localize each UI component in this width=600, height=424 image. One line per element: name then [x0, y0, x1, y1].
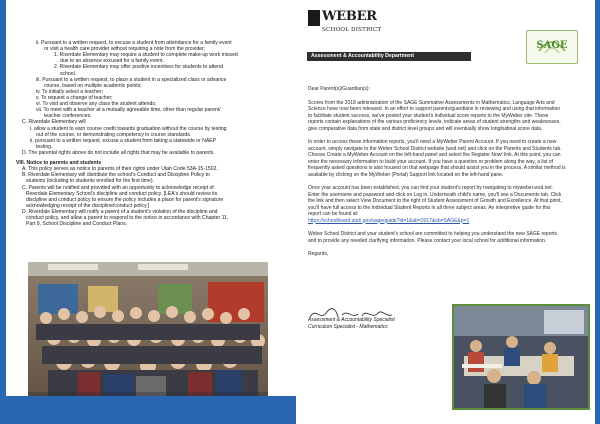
policy-line: Part 9, School Discipline and Conduct Plans.: [26, 221, 128, 228]
paragraph-contact: [308, 231, 594, 244]
letter-body: [308, 86, 594, 258]
policy-line: students (including to students enrolled for the first time).: [26, 178, 154, 185]
guide-link[interactable]: https://schoolboard.utah.gov/sage/guide?id=1&ab=2017&sb=SAGE&p=1: [308, 217, 470, 224]
letter-line: the link and then select View Document to the right of Student Assessment of Growth and Excellence. At that point,: [308, 198, 562, 204]
policy-line: i. allow a student to earn course credit towards graduation without the course by testing: [30, 125, 227, 132]
policy-line: course, based on multiple academic points;: [44, 82, 142, 89]
policy-line: out of the course, or demonstrating competency in course standards.: [36, 131, 192, 138]
policy-line: B. Riverdale Elementary will distribute the school's Conduct and Discipline Policy to: [22, 172, 210, 179]
policy-line: C. Riverdale Elementary will: [22, 119, 86, 126]
classroom-photo-image: [454, 306, 588, 408]
department-title: Assessment & Accountability Department: [311, 53, 415, 59]
weber-logo: [308, 8, 384, 44]
right-accent-bar: [595, 0, 600, 424]
letter-line: Choose Create a MyWeber Account on the left-hand panel and select the Register Now! link. At this point, you can: [308, 152, 561, 158]
policy-line: school.: [60, 70, 77, 77]
left-page: [0, 0, 296, 424]
signer-title-2: Curriculum Specialist - Mathematics: [308, 323, 388, 330]
department-banner: [307, 52, 471, 61]
policy-line: teacher conferences.: [44, 113, 92, 120]
paragraph-scores: [308, 100, 594, 133]
policy-line: ii. Pursuant to a written request, to excuse a student from attendance for a family event: [36, 40, 232, 46]
policy-line: discipline and conduct policy to ensure the policy includes a place for parent's signature: [26, 196, 224, 203]
closing: Regards,: [308, 251, 329, 257]
policy-line: ii. pursuant to a written request, excuse a student from taking a statewide or NAEP: [30, 137, 217, 144]
sage-logo: [526, 30, 578, 64]
signer-title: Assessment & Accountability Specialist: [308, 317, 395, 323]
letter-line: Once your account has been established, you can find your student's report by navigating to myweber.wsd.net.: [308, 185, 553, 191]
policy-line: A. This policy serves as notice to parents of their rights under Utah Code 53A-15-1502.: [22, 166, 218, 173]
letter-line: report can be found at:: [308, 211, 359, 217]
paragraph-account: [308, 139, 594, 178]
weber-logo-subtitle: SCHOOL DISTRICT: [322, 27, 382, 33]
left-bottom-bar: [0, 396, 296, 424]
letter-line: reports contain explanations of the various proficiency levels, indicate areas of student strengths and weaknesses,: [308, 119, 561, 125]
weber-logo-title: WEBER: [322, 9, 377, 24]
letter-line: account, simply navigate to the Weber School District website (wsd.net) and click on the Parents and Students tab.: [308, 145, 562, 152]
policy-line: D. The parental rights above do not include all rights that may be available to parents.: [22, 149, 215, 156]
signer-titles: [308, 317, 395, 330]
letter-line: Weber School District and your student's school are committed to helping you understand the new SAGE reports: [308, 231, 558, 237]
letter-line: give comparative data from state and district level groups and will eventually show longitudinal score data.: [308, 125, 543, 132]
policy-line: acknowledging receipt of the discipline/conduct policy.]: [26, 202, 150, 209]
policy-line: vii. To meet with a teacher at a mutually agreeable time, other than regular parent/: [36, 107, 221, 114]
classroom-photo: [452, 304, 590, 410]
letter-line: to facilitate student success, we've posted your student's individual score reports to the MyWeber site. These: [308, 112, 549, 119]
policy-text: [14, 40, 292, 227]
paragraph-report-access: [308, 185, 594, 218]
policy-line: C. Parents will be notified and provided with an opportunity to acknowledge receipt of: [22, 184, 214, 191]
letter-line: Science have now been released. In an effort to support parents/guardians in reviewing and using that information: [308, 106, 561, 112]
policy-line: VIII. Notice to parents and students: [16, 160, 102, 167]
policy-line: due to an absence excused for a family event.: [60, 58, 164, 65]
right-page: [300, 0, 600, 424]
policy-line: iv. To initially select a teacher;: [36, 88, 103, 95]
policy-line: testing.: [36, 143, 53, 150]
sage-logo-text: SAGE: [536, 40, 568, 51]
letter-line: you'll have full access to the Individual Student Reports in all three subject areas. An interpretive guide for this: [308, 204, 551, 211]
policy-line: vi. To visit and observe any class the student attends;: [36, 101, 157, 108]
weber-logo-mark: [308, 10, 320, 26]
letter-line: In order to access these information reports, you'll need a MyWeber Parent Account. If you need to create a new: [308, 139, 557, 145]
policy-line: 2. Riverdale Elementary may offer positive incentives for students to attend: [54, 64, 223, 71]
letter-line: Scores from the 2018 administration of the SAGE Summative Assessments in Mathematics, Language Arts and: [308, 99, 555, 106]
letter-line: available by clicking on the MyWeber (Portal) Support link located on the left-hand pane.: [308, 171, 504, 178]
policy-line: Riverdale Elementary School's discipline and conduct policy. [LEA's should review its: [26, 190, 218, 197]
letter-line: frequently asked questions is also housed on that webpage that should assist you in the process. A similar method is: [308, 165, 566, 171]
letter-line: Enter the username and password and click on Log in. Underneath child's name, you'll see a Documents tab. Click: [308, 191, 562, 198]
greeting: Dear Parent(s)/Guardian(s):: [308, 86, 370, 92]
letter-line: and to provide any needed clarifying information. Please contact your local school for additional information.: [308, 237, 547, 244]
policy-line: D. Riverdale Elementary will notify a parent of a student's violation of the discipline and: [22, 208, 218, 215]
letter-line: enter the necessary information to build your account. If you have a question or problem along the way, a list of: [308, 158, 554, 165]
left-accent-bar: [0, 0, 6, 424]
policy-line: iii. Pursuant to a written request, to place a student in a specialized class or advance: [36, 76, 227, 83]
policy-line: v. To request a change of teacher;: [36, 94, 113, 101]
policy-line: 1. Riverdale Elementary may require a student to complete make-up work missed: [54, 52, 238, 59]
policy-line: or visit a health care provider without requiring a note from the provider;: [44, 46, 206, 53]
policy-line: conduct policy, and allow a parent to respond to the notice in accordance with Chapter 11,: [26, 215, 229, 222]
